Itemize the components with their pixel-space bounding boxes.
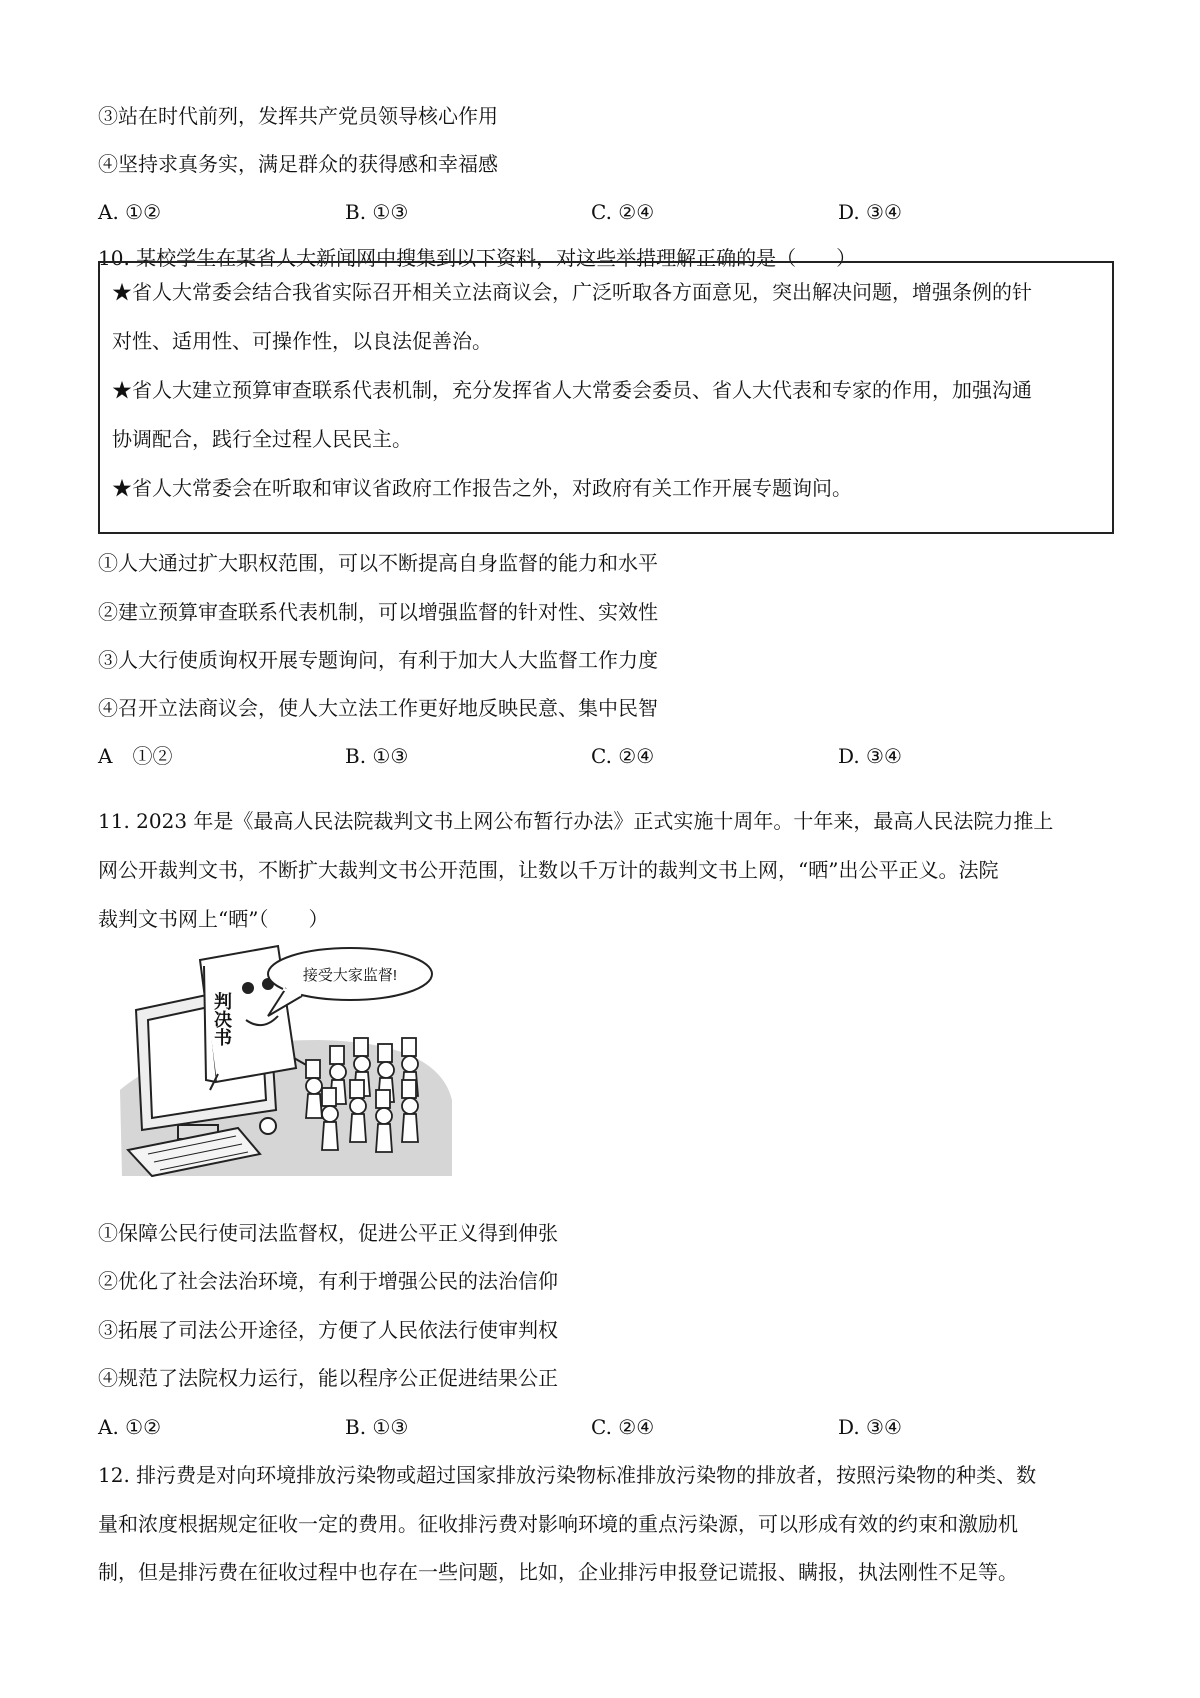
book-label: 判决书 bbox=[212, 992, 232, 1046]
q10-item-4: ④召开立法商议会，使人大立法工作更好地反映民意、集中民智 bbox=[98, 696, 658, 720]
q10-material-line: 协调配合，践行全过程人民民主。 bbox=[112, 427, 412, 451]
q9-option-d: D. ③④ bbox=[838, 200, 902, 224]
court-judgment-cartoon bbox=[118, 940, 454, 1180]
q12-stem-line-1: 12. 排污费是对向环境排放污染物或超过国家排放污染物标准排放污染物的排放者，按照污染物的种类、数 bbox=[98, 1463, 1037, 1487]
q10-option-c: C. ②④ bbox=[591, 744, 655, 768]
q11-item-2: ②优化了社会法治环境，有利于增强公民的法治信仰 bbox=[98, 1269, 558, 1293]
q11-item-3: ③拓展了司法公开途径，方便了人民依法行使审判权 bbox=[98, 1318, 558, 1342]
q12-stem-line-2: 量和浓度根据规定征收一定的费用。征收排污费对影响环境的重点污染源，可以形成有效的约束和激励机 bbox=[98, 1512, 1018, 1536]
q11-option-a: A. ①② bbox=[98, 1415, 162, 1439]
q9-option-a: A. ①② bbox=[98, 200, 162, 224]
q11-option-c: C. ②④ bbox=[591, 1415, 655, 1439]
q10-material-line: ★省人大建立预算审查联系代表机制，充分发挥省人大常委会委员、省人大代表和专家的作用，加强沟通 bbox=[112, 378, 1032, 402]
q10-stem: 10. 某校学生在某省人大新闻网中搜集到以下资料，对这些举措理解正确的是（ ） bbox=[98, 246, 857, 270]
q10-item-2: ②建立预算审查联系代表机制，可以增强监督的针对性、实效性 bbox=[98, 600, 658, 624]
q10-material-line: ★省人大常委会结合我省实际召开相关立法商议会，广泛听取各方面意见，突出解决问题，增强条例的针 bbox=[112, 280, 1032, 304]
q11-item-1: ①保障公民行使司法监督权，促进公平正义得到伸张 bbox=[98, 1221, 558, 1245]
q10-material-box bbox=[98, 261, 1114, 534]
q11-stem-line-1: 11. 2023 年是《最高人民法院裁判文书上网公布暂行办法》正式实施十周年。十年来，最高人民法院力推上 bbox=[98, 809, 1054, 833]
q10-option-b: B. ①③ bbox=[345, 744, 409, 768]
q10-item-3: ③人大行使质询权开展专题询问，有利于加大人大监督工作力度 bbox=[98, 648, 658, 672]
q11-stem-line-3: 裁判文书网上“晒”（ ） bbox=[98, 907, 329, 931]
q10-material-line: 对性、适用性、可操作性，以良法促善治。 bbox=[112, 329, 492, 353]
q11-options bbox=[98, 1413, 998, 1441]
q9-option-c: C. ②④ bbox=[591, 200, 655, 224]
q11-stem-line-2: 网公开裁判文书，不断扩大裁判文书公开范围，让数以千万计的裁判文书上网，“晒”出公平正义。法院 bbox=[98, 858, 999, 882]
q10-material-line: ★省人大常委会在听取和审议省政府工作报告之外，对政府有关工作开展专题询问。 bbox=[112, 476, 852, 500]
q10-option-a: A ①② bbox=[98, 744, 173, 768]
q11-item-4: ④规范了法院权力运行，能以程序公正促进结果公正 bbox=[98, 1366, 558, 1390]
q9-options bbox=[98, 198, 998, 226]
q12-stem-line-3: 制，但是排污费在征收过程中也存在一些问题，比如，企业排污申报登记谎报、瞒报，执法刚性不足等。 bbox=[98, 1560, 1018, 1584]
q9-item-3: ③站在时代前列，发挥共产党员领导核心作用 bbox=[98, 104, 498, 128]
q10-option-d: D. ③④ bbox=[838, 744, 902, 768]
q10-options bbox=[98, 742, 998, 770]
q11-option-b: B. ①③ bbox=[345, 1415, 409, 1439]
q10-item-1: ①人大通过扩大职权范围，可以不断提高自身监督的能力和水平 bbox=[98, 551, 658, 575]
q9-option-b: B. ①③ bbox=[345, 200, 409, 224]
q9-item-4: ④坚持求真务实，满足群众的获得感和幸福感 bbox=[98, 152, 498, 176]
q11-option-d: D. ③④ bbox=[838, 1415, 902, 1439]
speech-bubble-text: 接受大家监督! bbox=[302, 967, 398, 984]
